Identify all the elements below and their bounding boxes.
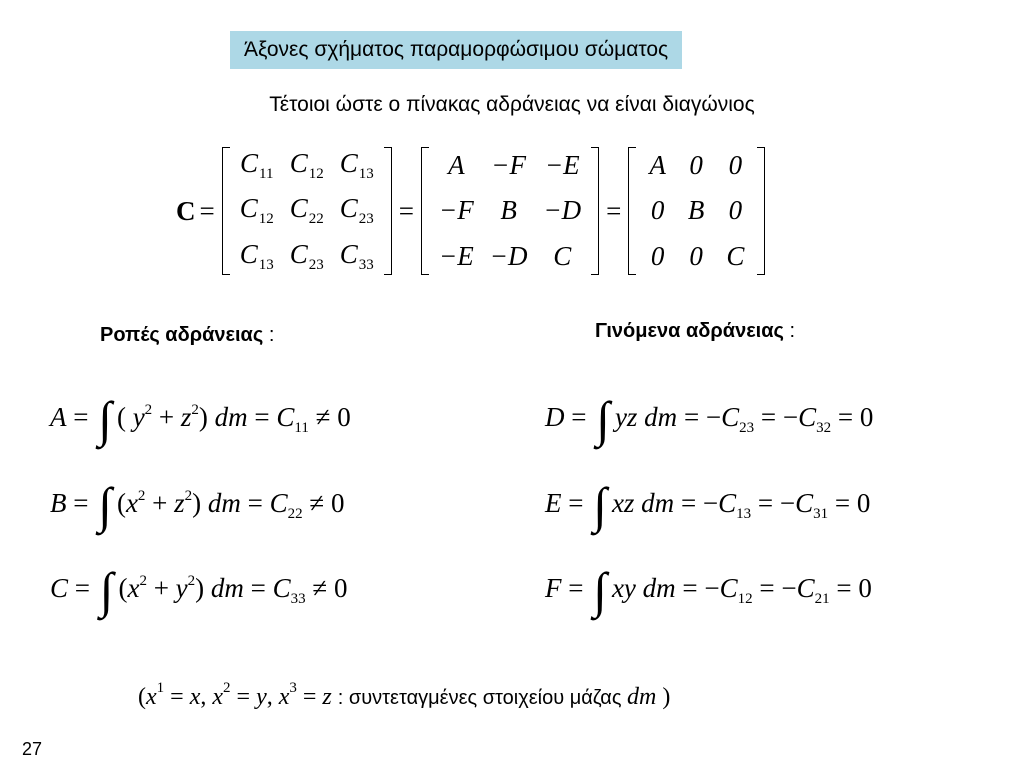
integral-sign: ∫: [596, 391, 610, 447]
math-symbol: z: [174, 488, 185, 518]
page-number: 27: [22, 739, 43, 759]
math-symbol: C: [269, 488, 288, 518]
math-symbol: x: [125, 488, 138, 518]
matrix-cell: 0: [689, 150, 703, 181]
math-operator: +: [146, 573, 176, 603]
math-symbol: y: [132, 402, 145, 432]
integral-sign: ∫: [593, 562, 607, 618]
moment-formula-a: [50, 391, 351, 447]
matrix-cell: −E: [544, 150, 580, 181]
math-symbol: B: [50, 488, 67, 518]
matrix-cell: $C_{11}$: [240, 148, 274, 183]
subscript: 31: [813, 506, 829, 522]
math-operator: ): [192, 488, 208, 518]
math-operator: =: [247, 402, 277, 432]
math-operator: ): [656, 684, 671, 710]
diagonal-matrix-table: [638, 143, 755, 279]
matrix-cell: −D: [543, 195, 582, 226]
matrix-cell: −D: [489, 240, 528, 271]
math-operator: =: [230, 684, 257, 710]
math-operator: (: [138, 684, 146, 710]
math-symbol: C: [795, 488, 814, 518]
matrix-cell: B: [687, 195, 705, 226]
superscript: 2: [223, 680, 231, 696]
math-operator: = −: [754, 402, 799, 432]
matrix-cell: C: [726, 240, 745, 271]
matrix-cell: $C_{13}$: [239, 238, 274, 273]
math-operator: =: [561, 573, 591, 603]
math-operator: = 0: [829, 573, 872, 603]
subscript: 21: [814, 591, 830, 607]
math-operator: = 0: [828, 488, 871, 518]
math-operator: ≠ 0: [305, 573, 348, 603]
equals-sign: =: [606, 195, 622, 226]
math-symbol: z: [322, 684, 332, 710]
footnote-text: : συντεταγμένες στοιχείου μάζας: [337, 687, 628, 709]
math-operator: =: [296, 684, 323, 710]
superscript: 2: [184, 488, 193, 504]
math-operator: ,: [266, 684, 279, 710]
math-operator: ): [195, 573, 211, 603]
matrix-cell: $C_{23}$: [289, 238, 324, 273]
math-operator: = −: [752, 573, 797, 603]
moments-heading: Ροπές αδράνειας :: [100, 324, 275, 346]
math-symbol: C: [721, 402, 740, 432]
math-operator: = −: [751, 488, 796, 518]
math-operator: =: [66, 488, 96, 518]
math-symbol: dm: [210, 573, 244, 603]
superscript: 2: [139, 573, 147, 589]
math-symbol: C: [719, 573, 738, 603]
integral-sign: ∫: [98, 391, 112, 447]
math-symbol: D: [545, 402, 565, 432]
math-symbol: A: [50, 402, 67, 432]
math-operator: ≠ 0: [302, 488, 345, 518]
matrix-cell: C: [553, 240, 572, 271]
matrix-cell: A: [448, 150, 465, 181]
math-symbol: x: [127, 573, 140, 603]
math-symbol: dm: [214, 402, 248, 432]
matrix-cell: 0: [728, 195, 743, 226]
matrix-cell: $C_{22}$: [289, 193, 324, 228]
math-operator: =: [164, 684, 190, 710]
matrix-cell: A: [649, 150, 666, 181]
matrix-cell: $C_{12}$: [239, 193, 274, 228]
moment-formula-b: [50, 477, 345, 533]
slide-title: Άξονες σχήματος παραμορφώσιμου σώματος: [230, 31, 682, 69]
matrix-cell: 0: [689, 240, 703, 271]
slide-subtitle: Τέτοιοι ώστε ο πίνακας αδράνειας να είναι διαγώνιος: [269, 93, 755, 116]
matrix-label: C: [176, 195, 196, 226]
superscript: 1: [156, 680, 165, 696]
math-operator: (: [116, 488, 126, 518]
math-symbol: C: [796, 573, 815, 603]
math-symbol: x: [212, 684, 224, 710]
subscript: 22: [287, 506, 303, 522]
math-symbol: yz dm: [614, 402, 678, 432]
product-formula-d: [545, 391, 874, 447]
math-operator: +: [152, 402, 181, 432]
moment-formula-c: [50, 562, 348, 618]
math-operator: =: [240, 488, 270, 518]
subscript: 11: [294, 420, 309, 436]
subscript: 23: [739, 420, 755, 436]
math-operator: ): [198, 402, 215, 432]
matrix-cell: −F: [491, 150, 526, 181]
component-matrix: [219, 143, 395, 279]
matrix-cell: 0: [650, 240, 665, 271]
math-operator: = −: [674, 488, 719, 518]
diagonal-matrix: [625, 143, 768, 279]
equals-sign: =: [398, 195, 415, 226]
math-operator: (: [116, 402, 133, 432]
matrix-cell: $C_{23}$: [339, 193, 374, 228]
math-operator: =: [561, 488, 591, 518]
math-operator: = −: [677, 402, 722, 432]
math-symbol: xy dm: [611, 573, 676, 603]
matrix-cell: 0: [728, 150, 743, 181]
math-symbol: z: [180, 402, 192, 432]
superscript: 2: [144, 402, 153, 418]
math-operator: =: [243, 573, 273, 603]
math-symbol: dm: [207, 488, 241, 518]
integral-sign: ∫: [99, 562, 114, 618]
math-operator: =: [66, 402, 96, 432]
matrix-cell: $C_{12}$: [289, 148, 324, 183]
superscript: 2: [191, 402, 199, 418]
math-symbol: C: [798, 402, 817, 432]
superscript: 3: [289, 680, 297, 696]
subscript: 33: [290, 591, 306, 607]
math-operator: =: [564, 402, 594, 432]
math-operator: ≠ 0: [308, 402, 351, 432]
subscript: 13: [736, 506, 752, 522]
matrix-cell: −F: [439, 195, 474, 226]
matrix-cell: B: [500, 195, 517, 226]
matrix-cell: $C_{33}$: [339, 238, 374, 273]
math-symbol: x: [189, 684, 201, 710]
math-operator: (: [118, 573, 128, 603]
math-symbol: C: [718, 488, 737, 518]
product-formula-e: [545, 477, 871, 533]
superscript: 2: [187, 573, 196, 589]
matrix-cell: $C_{13}$: [339, 148, 374, 183]
superscript: 2: [137, 488, 146, 504]
math-symbol: x: [278, 684, 290, 710]
math-operator: =: [68, 573, 97, 603]
inertia-matrix-table: [431, 143, 589, 279]
matrix-cell: 0: [650, 195, 665, 226]
math-symbol: E: [545, 488, 562, 518]
math-symbol: dm: [627, 684, 657, 710]
math-symbol: y: [256, 684, 267, 710]
component-matrix-table: [232, 143, 382, 279]
product-formula-f: [545, 562, 872, 618]
subscript: 12: [737, 591, 753, 607]
products-heading: Γινόμενα αδράνειας :: [595, 320, 796, 342]
inertia-matrix-equation: [176, 143, 768, 279]
math-symbol: x: [146, 684, 157, 710]
math-symbol: C: [50, 573, 69, 603]
math-operator: ,: [200, 684, 213, 710]
math-operator: = −: [675, 573, 720, 603]
math-symbol: F: [545, 573, 562, 603]
matrix-cell: −E: [439, 240, 474, 271]
math-operator: +: [145, 488, 175, 518]
equals-sign: =: [199, 195, 215, 226]
math-symbol: C: [276, 402, 295, 432]
integral-sign: ∫: [98, 477, 112, 533]
math-symbol: y: [175, 573, 188, 603]
inertia-matrix: [418, 143, 602, 279]
math-symbol: xz dm: [611, 488, 675, 518]
integral-sign: ∫: [593, 477, 607, 533]
coordinates-footnote: [138, 681, 670, 709]
math-operator: = 0: [831, 402, 874, 432]
subscript: 32: [816, 420, 832, 436]
math-symbol: C: [272, 573, 291, 603]
